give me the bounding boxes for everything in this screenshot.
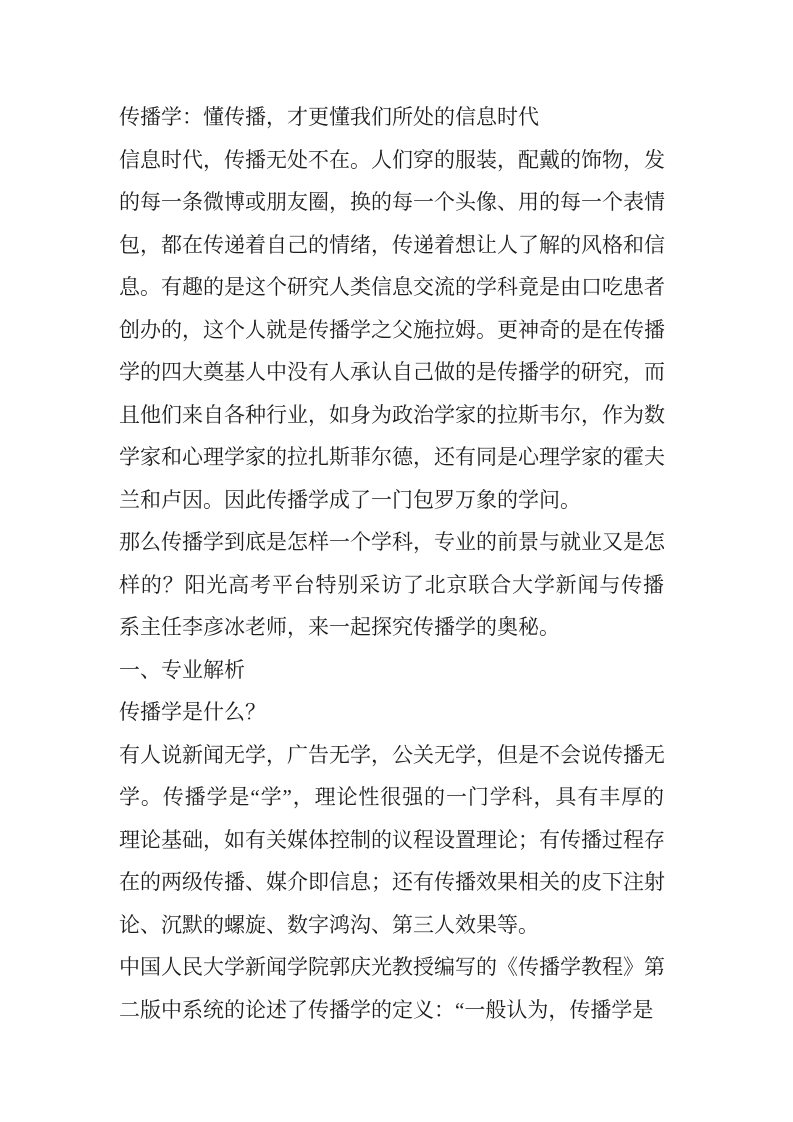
- text-line: 系主任李彦冰老师，来一起探究传播学的奥秘。: [119, 615, 560, 639]
- document-title-line: 传播学：懂传播，才更懂我们所处的信息时代: [119, 105, 539, 129]
- text-line: 信息时代，传播无处不在。人们穿的服装，配戴的饰物，发: [119, 147, 665, 172]
- text-line: 二版中系统的论述了传播学的定义：“一般认为，传播学是: [119, 997, 654, 1022]
- text-line: 的每一条微博或朋友圈，换的每一个头像、用的每一个表情: [119, 190, 665, 214]
- text-line: 样的？阳光高考平台特别采访了北京联合大学新闻与传播: [119, 572, 664, 597]
- text-line: 理论基础，如有关媒体控制的议程设置理论；有传播过程存: [119, 827, 665, 852]
- text-line: 且他们来自各种行业，如身为政治学家的拉斯韦尔，作为数: [119, 402, 665, 427]
- text-line: 包，都在传递着自己的情绪，传递着想让人了解的风格和信: [119, 232, 665, 257]
- text-line: 中国人民大学新闻学院郭庆光教授编写的《传播学教程》第: [119, 955, 665, 979]
- text-line: 学的四大奠基人中没有人承认自己做的是传播学的研究，而: [119, 360, 665, 384]
- text-line: 那么传播学到底是怎样一个学科，专业的前景与就业又是怎: [119, 530, 665, 554]
- text-line: 学家和心理学家的拉扎斯菲尔德，还有同是心理学家的霍夫: [119, 445, 665, 469]
- text-line: 创办的，这个人就是传播学之父施拉姆。更神奇的是在传播: [119, 317, 665, 342]
- text-line: 兰和卢因。因此传播学成了一门包罗万象的学问。: [119, 487, 581, 512]
- text-line: 学。传播学是“学”，理论性很强的一门学科，具有丰厚的: [119, 785, 664, 809]
- text-line: 有人说新闻无学，广告无学，公关无学，但是不会说传播无: [119, 742, 665, 767]
- text-line: 论、沉默的螺旋、数字鸿沟、第三人效果等。: [119, 912, 539, 937]
- text-line: 传播学是什么？: [119, 700, 266, 724]
- text-line: 一、专业解析: [119, 657, 245, 682]
- text-line: 息。有趣的是这个研究人类信息交流的学科竟是由口吃患者: [119, 275, 665, 299]
- document-text-block: [119, 96, 664, 1031]
- text-line: 在的两级传播、媒介即信息；还有传播效果相关的皮下注射: [119, 870, 665, 894]
